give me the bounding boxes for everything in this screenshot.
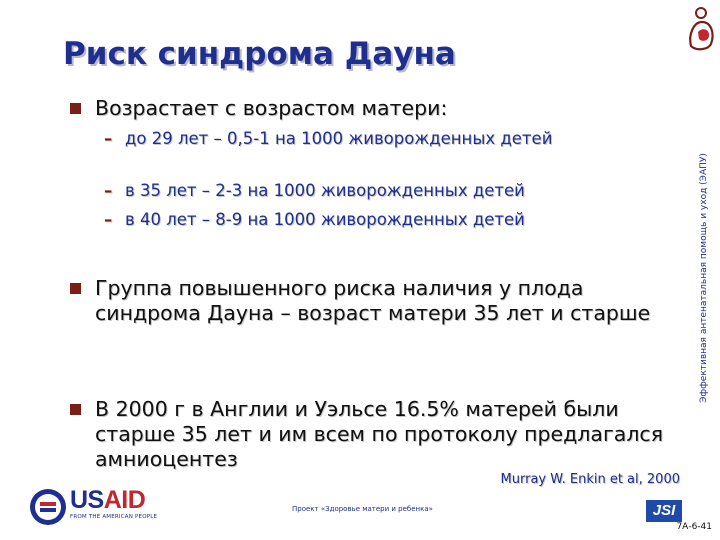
dash-icon: – — [104, 129, 113, 148]
slide-number: 7А-6-41 — [676, 522, 712, 532]
sub-bullet-3-text: в 40 лет – 8-9 на 1000 живорожденных детей — [125, 210, 525, 229]
bullet-square-icon — [70, 283, 81, 294]
bullet-square-icon — [70, 404, 81, 415]
citation: Murray W. Enkin et al, 2000 — [500, 472, 680, 487]
sub-bullet-3 — [104, 209, 664, 230]
sub-bullet-2 — [104, 180, 664, 201]
sub-bullet-1-text: до 29 лет – 0,5-1 на 1000 живорожденных детей — [125, 129, 553, 148]
slide-title: Риск синдрома Дауна — [63, 36, 456, 72]
usaid-aid-text: AID — [103, 486, 146, 514]
usaid-seal-icon — [29, 488, 67, 526]
vertical-caption: Эффективная антенатальная помощь и уход (ЭАПУ) — [699, 153, 709, 403]
bullet-1-text: Возрастает с возрастом матери: — [95, 96, 448, 120]
mother-child-logo-icon — [684, 6, 718, 52]
bullet-2-text: Группа повышенного риска наличия у плода синдрома Дауна – возраст матери 35 лет и старше — [95, 276, 651, 325]
dash-icon: – — [104, 181, 113, 200]
usaid-tagline: FROM THE AMERICAN PEOPLE — [70, 514, 158, 520]
bullet-1 — [70, 96, 670, 121]
footer-project: Проект «Здоровье матери и ребенка» — [292, 505, 433, 513]
bullet-2 — [70, 276, 670, 326]
bullet-3 — [70, 397, 670, 472]
sub-bullet-2-text: в 35 лет – 2-3 на 1000 живорожденных детей — [125, 181, 525, 200]
dash-icon: – — [104, 210, 113, 229]
bullet-square-icon — [70, 103, 81, 114]
bullet-3-text: В 2000 г в Англии и Уэльсе 16.5% матерей были старше 35 лет и им всем по протоколу предлагался амниоцентез — [95, 397, 664, 471]
sub-bullet-1 — [104, 128, 664, 149]
usaid-us-text: US — [70, 486, 104, 514]
usaid-wordmark — [70, 487, 145, 513]
jsi-logo: JSI — [646, 500, 682, 522]
